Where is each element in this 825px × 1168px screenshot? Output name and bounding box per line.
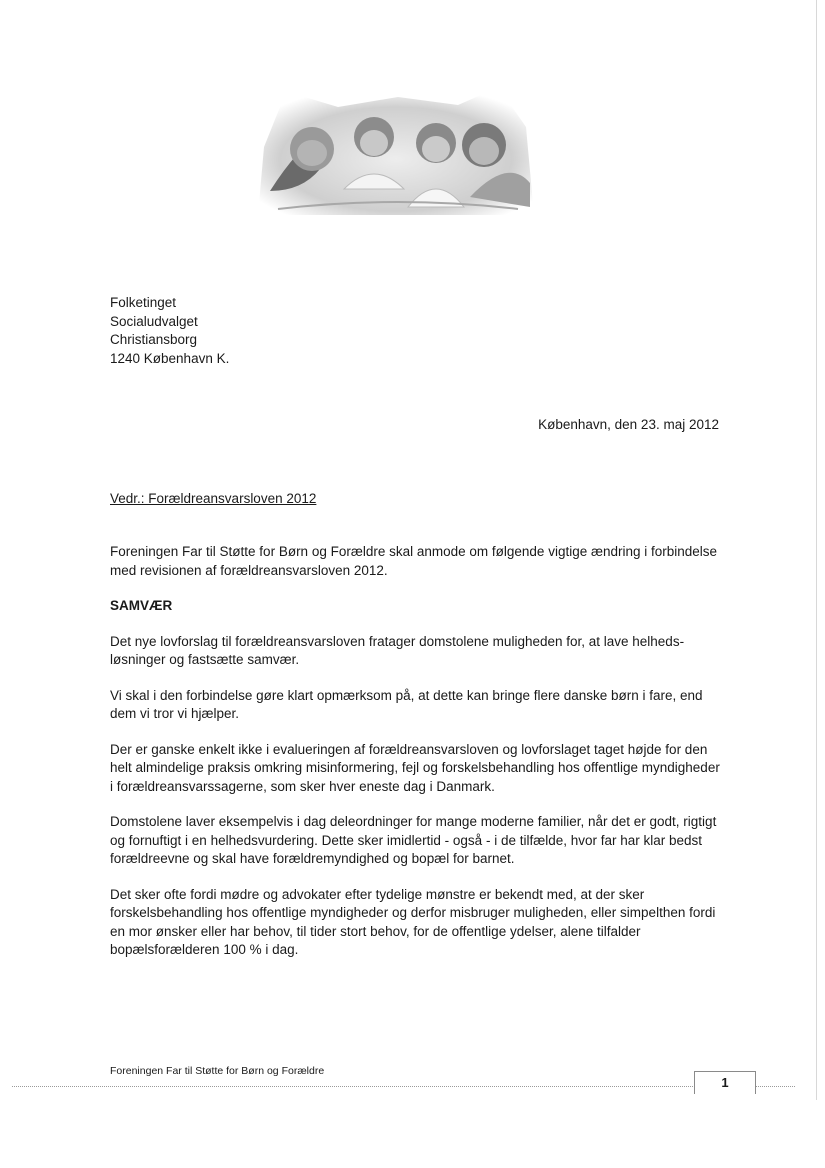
footer-organization: Foreningen Far til Støtte for Børn og Forældre <box>110 1065 325 1077</box>
subject-line: Vedr.: Forældreansvarsloven 2012 <box>110 491 317 506</box>
letter-body <box>110 543 722 977</box>
page-number: 1 <box>694 1071 756 1094</box>
recipient-address <box>110 294 229 368</box>
address-line: Socialudvalget <box>110 313 198 329</box>
date-line: København, den 23. maj 2012 <box>538 417 719 432</box>
intro-paragraph: Foreningen Far til Støtte for Børn og Forældre skal anmode om følgende vigtige ændring i forbindelse med revisionen af forældreansvarsloven 2012. <box>110 544 718 578</box>
body-paragraph: Der er ganske enkelt ikke i evalueringen af forældreansvarsloven og lovforslaget taget højde for den helt almindelige praksis omkring misinformering, fejl og forskelsbehandling hos offentlige myndigheder i forældreansvarssagerne, som sker hver eneste dag i Danmark. <box>110 741 720 794</box>
address-line: 1240 København K. <box>110 350 230 366</box>
address-line: Folketinget <box>110 295 177 310</box>
footer-divider <box>12 1086 795 1087</box>
address-line: Christiansborg <box>110 332 198 347</box>
body-paragraph: Det nye lovforslag til forældreansvarsloven fratager domstolene muligheden for, at lave helheds-løsninger og fastsætte samvær. <box>110 633 685 667</box>
family-photo <box>258 87 534 215</box>
page-edge-divider <box>816 0 817 1100</box>
body-paragraph: Det sker ofte fordi mødre og advokater efter tydelige mønstre er bekendt med, at der sker forskelsbehandling hos offentlige myndigheder og derfor misbruger muligheden, eller simpelthen fordi en mor ønsker eller har behov, til tider stort behov, for de offentlige ydelser, alene tilfalder bopælsforælderen 100 % i dag. <box>110 886 716 957</box>
section-heading: SAMVÆR <box>110 598 173 613</box>
body-paragraph: Domstolene laver eksempelvis i dag deleordninger for mange moderne familier, når det er godt, rigtigt og fornuftigt i en helhedsvurdering. Dette sker imidlertid - også - i de tilfælde, hvor far har klar bedst forældreevne og skal have forældremyndighed og bopæl for barnet. <box>110 814 717 866</box>
body-paragraph: Vi skal i den forbindelse gøre klart opmærksom på, at dette kan bringe flere danske børn i fare, end dem vi tror vi hjælper. <box>110 687 703 721</box>
